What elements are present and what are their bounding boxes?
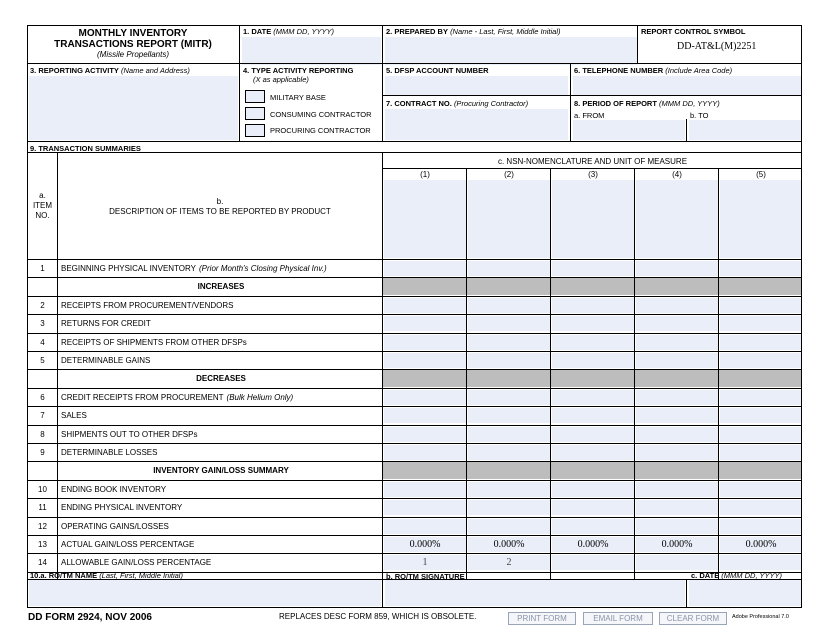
- row-11-col-1-field[interactable]: [384, 500, 466, 515]
- row-10-col-2-field[interactable]: [468, 482, 550, 497]
- row-8-col-3-field[interactable]: [552, 427, 634, 442]
- actual-pct-col-5: 0.000%: [745, 539, 777, 550]
- row-1-col-2-field[interactable]: [468, 261, 550, 276]
- rotm-name-label: 10.a. RO/TM NAME: [30, 571, 98, 580]
- consuming-contractor-label: CONSUMING CONTRACTOR: [270, 110, 372, 119]
- item-number: 1: [40, 264, 45, 273]
- row-10-col-1-field[interactable]: [384, 482, 466, 497]
- period-label: 8. PERIOD OF REPORT: [574, 99, 657, 108]
- from-label: a. FROM: [574, 111, 605, 120]
- prepared-by-label: 2. PREPARED BY: [386, 27, 448, 36]
- row-8-col-1-field[interactable]: [384, 427, 466, 442]
- clear-form-button[interactable]: CLEAR FORM: [659, 612, 727, 625]
- product-col-3[interactable]: [552, 180, 634, 258]
- item-description: [61, 522, 169, 531]
- item-description: [61, 558, 211, 567]
- row-8-col-5-field[interactable]: [720, 427, 802, 442]
- form-title-line2: TRANSACTIONS REPORT (MITR): [54, 39, 212, 50]
- row-5-col-5-field[interactable]: [720, 353, 802, 368]
- nsn-label: c. NSN-NOMENCLATURE AND UNIT OF MEASURE: [497, 157, 688, 166]
- date-field[interactable]: [242, 37, 381, 65]
- item-number: 9: [40, 448, 45, 457]
- item-number: 5: [40, 356, 45, 365]
- type-activity-label: 4. TYPE ACTIVITY REPORTING: [243, 66, 354, 75]
- contract-no-label: 7. CONTRACT NO.: [386, 99, 452, 108]
- row-4-col-3-field[interactable]: [552, 335, 634, 350]
- procuring-contractor-label: PROCURING CONTRACTOR: [270, 126, 371, 135]
- dfsp-account-label: 5. DFSP ACCOUNT NUMBER: [386, 66, 489, 75]
- item-number: 10: [38, 484, 47, 494]
- item-number: 14: [38, 558, 47, 568]
- item-description-text: OPERATING GAINS/LOSSES: [61, 521, 169, 531]
- item-a: a.: [39, 191, 46, 200]
- row-10-col-4-field[interactable]: [636, 482, 718, 497]
- contract-no-field[interactable]: [385, 109, 568, 140]
- row-2-col-3-field[interactable]: [552, 298, 634, 313]
- row-2-col-5-field[interactable]: [720, 298, 802, 313]
- period-to-field[interactable]: [689, 120, 801, 140]
- rotm-name-field[interactable]: [29, 580, 381, 606]
- product-col-1[interactable]: [384, 180, 466, 258]
- row-4-col-5-field[interactable]: [720, 335, 802, 350]
- allowable-val-col-1: 1: [422, 557, 428, 569]
- row-14-col-5-field[interactable]: [720, 555, 802, 570]
- item-description: [61, 319, 151, 328]
- row-6-col-5-field[interactable]: [720, 390, 802, 405]
- row-1-col-3-field[interactable]: [552, 261, 634, 276]
- telephone-hint: (Include Area Code): [665, 66, 733, 75]
- row-2-col-1-field[interactable]: [384, 298, 466, 313]
- section-header-decreases: DECREASES: [196, 374, 246, 384]
- form-title-line1: MONTHLY INVENTORY: [78, 28, 188, 39]
- rotm-name-hint: (Last, First, Middle Initial): [99, 571, 183, 580]
- row-6-col-2-field[interactable]: [468, 390, 550, 405]
- item-description: [61, 430, 197, 439]
- row-3-col-2-field[interactable]: [468, 316, 550, 331]
- row-9-col-3-field[interactable]: [552, 445, 634, 460]
- row-5-col-3-field[interactable]: [552, 353, 634, 368]
- row-7-col-4-field[interactable]: [636, 408, 718, 423]
- item-number: 2: [40, 300, 45, 310]
- row-7-col-3-field[interactable]: [552, 408, 634, 423]
- row-11-col-3-field[interactable]: [552, 500, 634, 515]
- reporting-activity-label: 3. REPORTING ACTIVITY: [30, 66, 119, 75]
- rotm-date-hint: (MMM DD, YYYY): [721, 571, 782, 580]
- email-form-button[interactable]: EMAIL FORM: [583, 612, 653, 625]
- telephone-label: 6. TELEPHONE NUMBER: [574, 66, 664, 75]
- item-description-text: RECEIPTS FROM PROCUREMENT/VENDORS: [61, 300, 234, 310]
- row-14-col-3-field[interactable]: [552, 555, 634, 570]
- row-9-col-4-field[interactable]: [636, 445, 718, 460]
- reporting-activity-hint: (Name and Address): [121, 66, 190, 75]
- dfsp-account-field[interactable]: [385, 76, 568, 96]
- row-8-col-4-field[interactable]: [636, 427, 718, 442]
- item-description-text: ENDING PHYSICAL INVENTORY: [61, 503, 183, 513]
- item-description: [61, 540, 194, 549]
- row-11-col-2-field[interactable]: [468, 500, 550, 515]
- row-7-col-2-field[interactable]: [468, 408, 550, 423]
- row-5-col-2-field[interactable]: [468, 353, 550, 368]
- transaction-summaries-label: 9. TRANSACTION SUMMARIES: [30, 144, 141, 153]
- row-4-col-2-field[interactable]: [468, 335, 550, 350]
- row-10-col-5-field[interactable]: [720, 482, 802, 497]
- desc-b: b.: [216, 197, 224, 206]
- rotm-date-label: c. DATE: [691, 571, 720, 580]
- gainloss-band: [383, 461, 802, 479]
- item-description: [61, 264, 327, 273]
- row-2-col-4-field[interactable]: [636, 298, 718, 313]
- row-9-col-5-field[interactable]: [720, 445, 802, 460]
- section-header-increases: INCREASES: [197, 282, 245, 292]
- type-activity-hint: (X as applicable): [253, 75, 309, 84]
- item-label-1: ITEM: [32, 201, 53, 210]
- item-number: 3: [40, 319, 45, 329]
- consuming-contractor-checkbox[interactable]: [245, 107, 265, 120]
- rotm-date-field[interactable]: [689, 580, 801, 606]
- row-2-col-2-field[interactable]: [468, 298, 550, 313]
- item-description-text: ALLOWABLE GAIN/LOSS PERCENTAGE: [61, 558, 212, 568]
- item-description-text: SALES: [61, 411, 87, 421]
- product-col-4[interactable]: [636, 180, 718, 258]
- form-subtitle: (Missile Propellants): [96, 50, 170, 59]
- contract-no-hint: (Procuring Contractor): [453, 99, 529, 108]
- form-id: DD FORM 2924, NOV 2006: [28, 612, 152, 623]
- section-header-inventory-gain-loss-summary: INVENTORY GAIN/LOSS SUMMARY: [153, 466, 289, 476]
- item-number: 4: [40, 337, 45, 347]
- column-header-2: (2): [504, 170, 514, 179]
- item-description-text: DETERMINABLE GAINS: [61, 356, 151, 365]
- column-header-3: (3): [588, 170, 598, 179]
- column-header-1: (1): [420, 170, 430, 179]
- allowable-val-col-2: 2: [506, 557, 512, 569]
- row-3-col-3-field[interactable]: [552, 316, 634, 331]
- item-number: 11: [38, 503, 47, 513]
- item-description-text: RECEIPTS OF SHIPMENTS FROM OTHER DFSPs: [61, 337, 247, 347]
- item-description: [61, 338, 247, 347]
- row-12-col-4-field[interactable]: [636, 519, 718, 534]
- date-hint: (MMM DD, YYYY): [273, 27, 334, 36]
- item-description-text: BEGINNING PHYSICAL INVENTORY: [61, 264, 196, 273]
- row-10-col-3-field[interactable]: [552, 482, 634, 497]
- row-3-col-5-field[interactable]: [720, 316, 802, 331]
- actual-pct-col-2: 0.000%: [493, 539, 525, 550]
- military-base-label: MILITARY BASE: [270, 93, 326, 102]
- rotm-signature-label: b. RO/TM SIGNATURE: [386, 572, 465, 581]
- item-description: [61, 503, 182, 512]
- item-number: 12: [38, 521, 47, 531]
- row-6-col-1-field[interactable]: [384, 390, 466, 405]
- product-col-5[interactable]: [720, 180, 802, 258]
- row-6-col-4-field[interactable]: [636, 390, 718, 405]
- actual-pct-col-3: 0.000%: [577, 539, 609, 550]
- row-9-col-1-field[interactable]: [384, 445, 466, 460]
- row-6-col-3-field[interactable]: [552, 390, 634, 405]
- telephone-field[interactable]: [573, 76, 801, 96]
- actual-pct-col-4: 0.000%: [661, 539, 693, 550]
- row-5-col-1-field[interactable]: [384, 353, 466, 368]
- period-hint: (MMM DD, YYYY): [659, 99, 720, 108]
- prepared-by-hint: (Name - Last, First, Middle Initial): [450, 27, 561, 36]
- row-7-col-5-field[interactable]: [720, 408, 802, 423]
- reporting-activity-field[interactable]: [29, 76, 238, 140]
- mitr-form: [27, 25, 802, 608]
- period-from-field[interactable]: [573, 120, 685, 140]
- row-9-col-2-field[interactable]: [468, 445, 550, 460]
- prepared-by-field[interactable]: [385, 37, 638, 65]
- row-12-col-1-field[interactable]: [384, 519, 466, 534]
- item-description: [61, 356, 150, 365]
- row-4-col-1-field[interactable]: [384, 335, 466, 350]
- item-description-text: RETURNS FOR CREDIT: [61, 319, 151, 329]
- row-3-col-1-field[interactable]: [384, 316, 466, 331]
- column-header-5: (5): [756, 170, 766, 179]
- increases-band: [383, 277, 802, 295]
- row-5-col-4-field[interactable]: [636, 353, 718, 368]
- item-description: [61, 411, 87, 420]
- decreases-band: [383, 369, 802, 387]
- rotm-signature-field[interactable]: [385, 580, 685, 606]
- row-11-col-4-field[interactable]: [636, 500, 718, 515]
- date-label: 1. DATE: [243, 27, 272, 36]
- desc-label: DESCRIPTION OF ITEMS TO BE REPORTED BY PRODUCT: [109, 207, 331, 216]
- item-description-text: ACTUAL GAIN/LOSS PERCENTAGE: [61, 540, 195, 549]
- row-1-col-4-field[interactable]: [636, 261, 718, 276]
- product-col-2[interactable]: [468, 180, 550, 258]
- print-form-button[interactable]: PRINT FORM: [508, 612, 576, 625]
- row-14-col-4-field[interactable]: [636, 555, 718, 570]
- item-description: [61, 448, 157, 457]
- item-description: [61, 485, 166, 494]
- item-number: 13: [38, 540, 47, 549]
- column-header-4: (4): [672, 170, 682, 179]
- rcs-label: REPORT CONTROL SYMBOL: [641, 27, 746, 36]
- to-label: b. TO: [690, 111, 709, 120]
- item-description: [61, 301, 233, 310]
- item-number: 7: [40, 411, 45, 421]
- item-description-text: DETERMINABLE LOSSES: [61, 448, 158, 457]
- item-number: 8: [40, 429, 45, 439]
- item-label-2: NO.: [35, 211, 50, 220]
- row-12-col-3-field[interactable]: [552, 519, 634, 534]
- item-description-text: ENDING BOOK INVENTORY: [61, 484, 167, 494]
- actual-pct-col-1: 0.000%: [409, 539, 441, 550]
- row-12-col-5-field[interactable]: [720, 519, 802, 534]
- item-description: [61, 393, 293, 402]
- replaces-note: REPLACES DESC FORM 859, WHICH IS OBSOLETE.: [279, 612, 477, 621]
- item-description-hint: (Bulk Helium Only): [226, 392, 294, 402]
- procuring-contractor-checkbox[interactable]: [245, 124, 265, 137]
- row-1-col-5-field[interactable]: [720, 261, 802, 276]
- row-11-col-5-field[interactable]: [720, 500, 802, 515]
- row-1-col-1-field[interactable]: [384, 261, 466, 276]
- item-number: 6: [40, 392, 45, 402]
- rcs-value: DD-AT&L(M)2251: [677, 41, 757, 52]
- item-description-text: CREDIT RECEIPTS FROM PROCUREMENT: [61, 392, 224, 402]
- military-base-checkbox[interactable]: [245, 90, 265, 103]
- row-12-col-2-field[interactable]: [468, 519, 550, 534]
- row-7-col-1-field[interactable]: [384, 408, 466, 423]
- row-4-col-4-field[interactable]: [636, 335, 718, 350]
- item-description-text: SHIPMENTS OUT TO OTHER DFSPs: [61, 429, 198, 439]
- row-3-col-4-field[interactable]: [636, 316, 718, 331]
- adobe-note: Adobe Professional 7.0: [732, 614, 789, 620]
- row-8-col-2-field[interactable]: [468, 427, 550, 442]
- item-description-hint: (Prior Month's Closing Physical Inv.): [199, 264, 327, 273]
